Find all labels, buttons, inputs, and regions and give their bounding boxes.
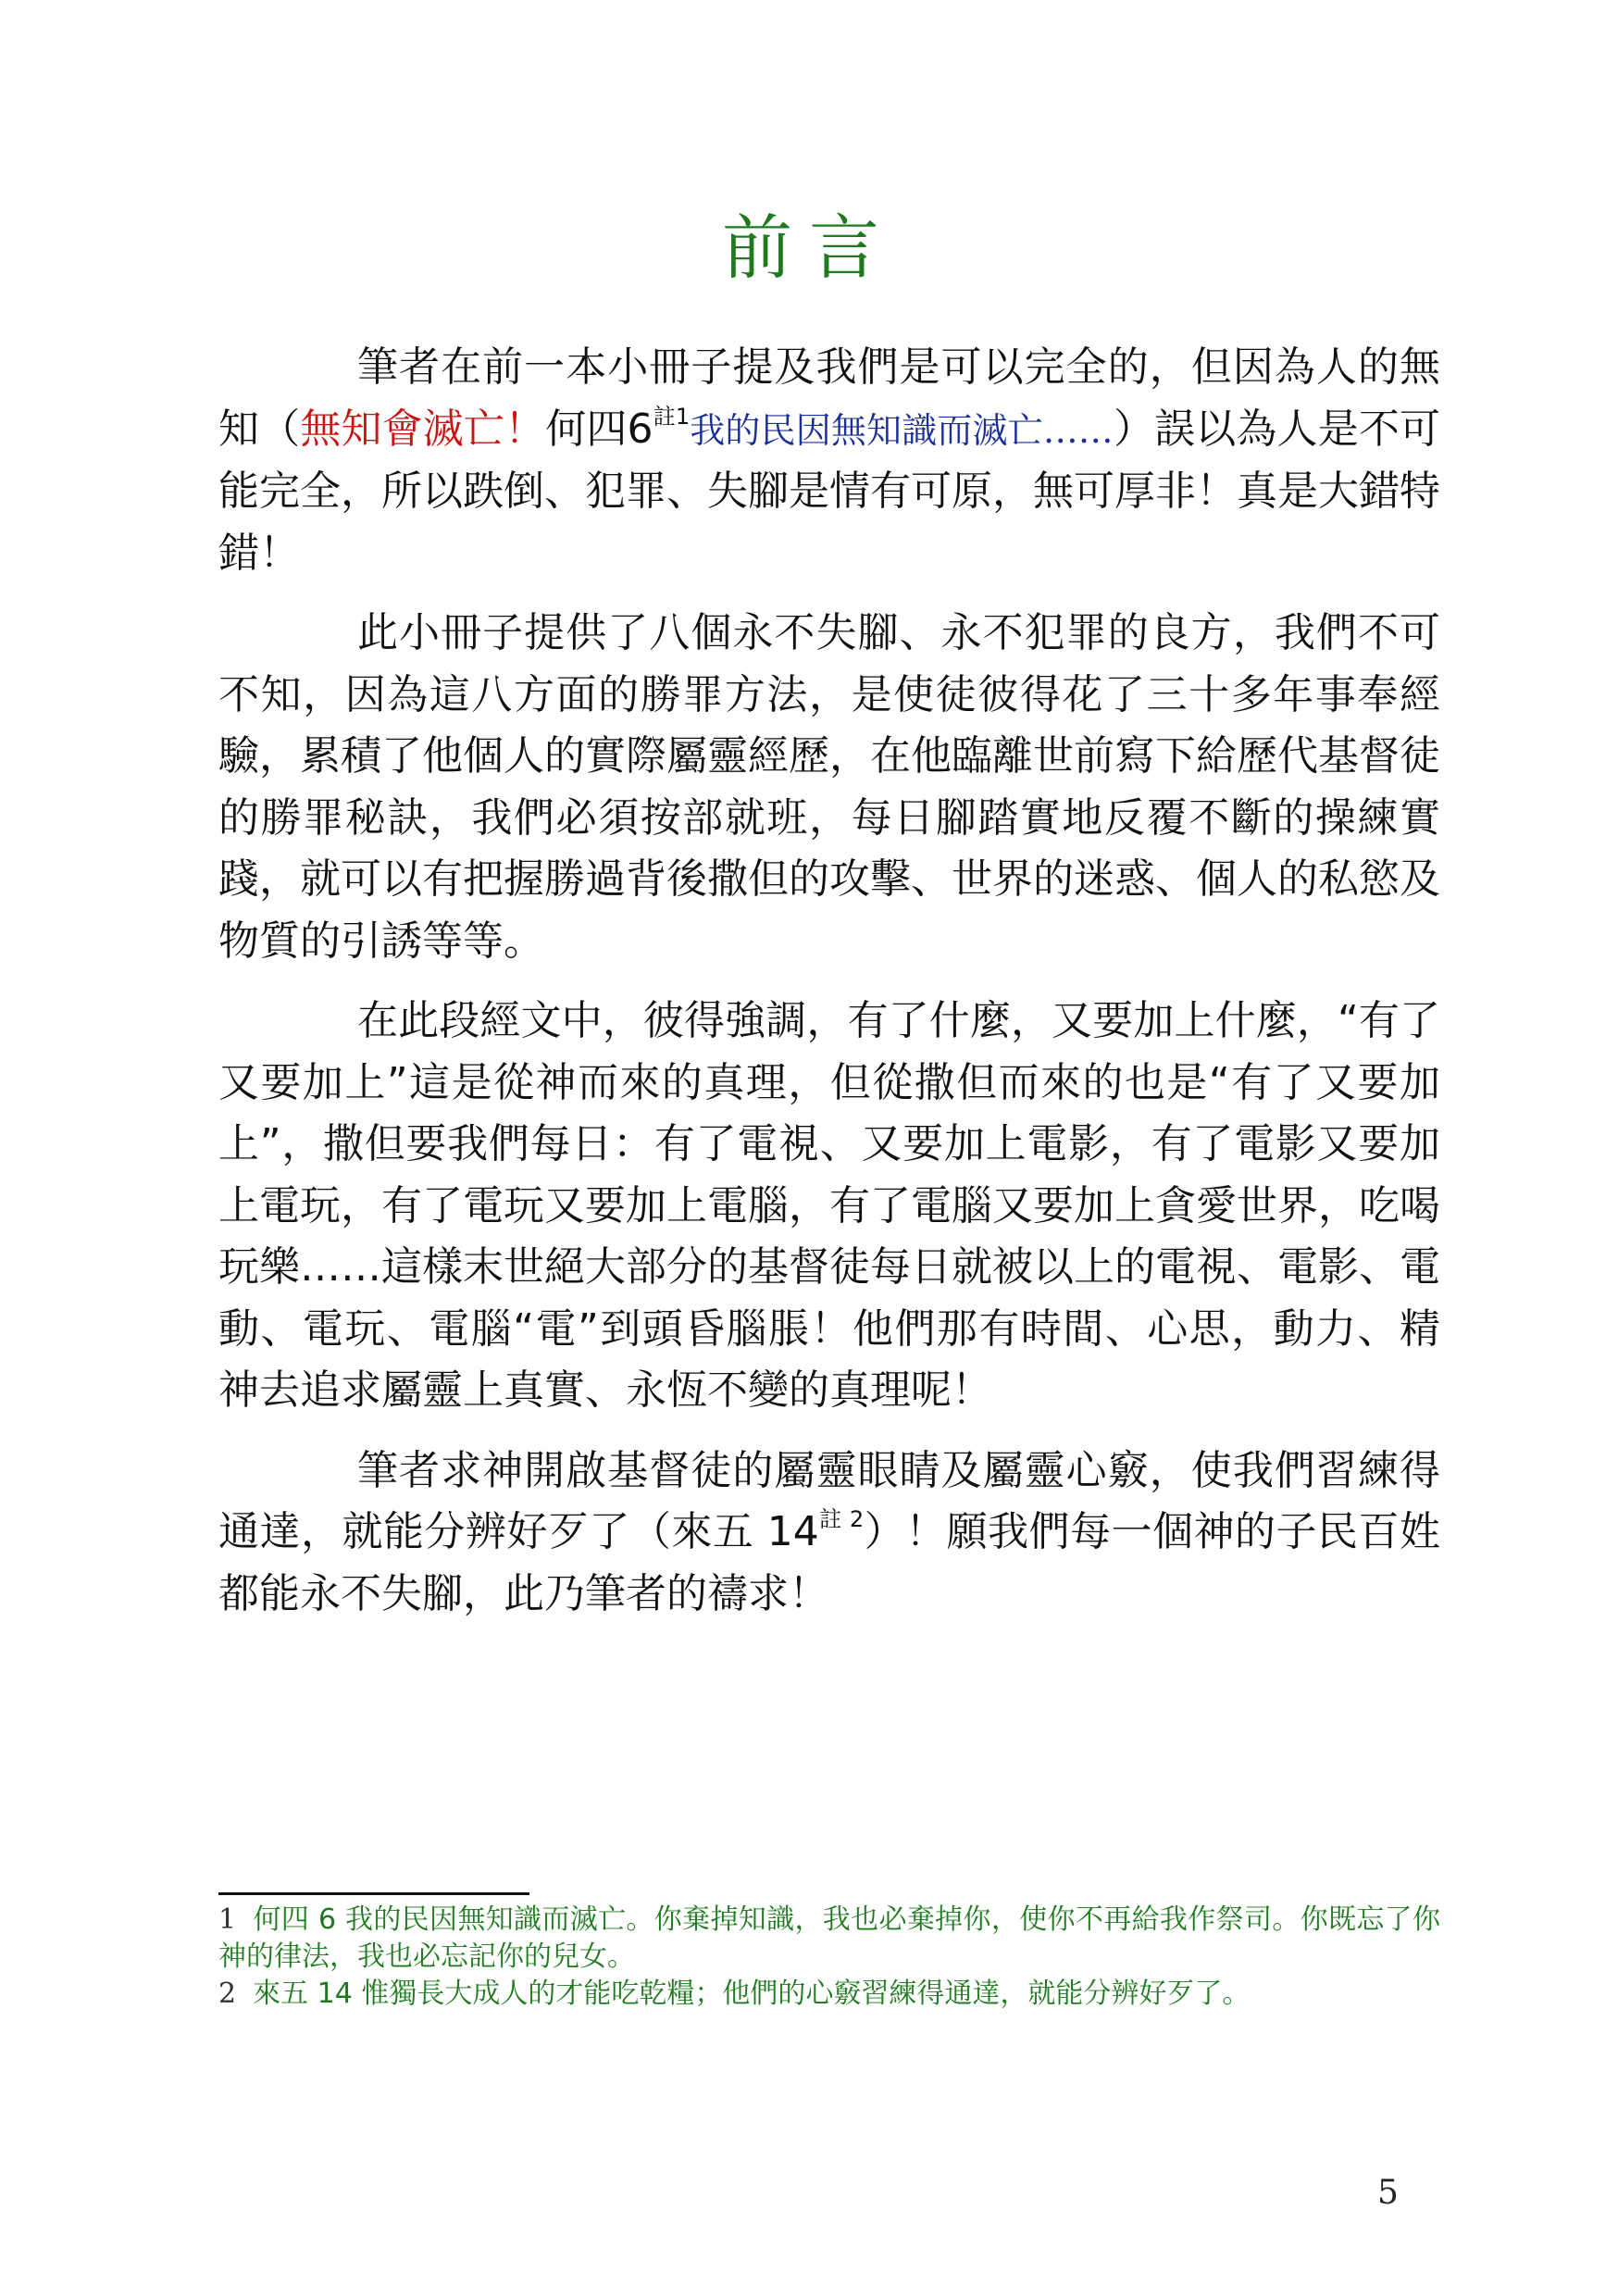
scripture-quote: 我的民因無知識而滅亡…… bbox=[690, 409, 1114, 451]
scripture-ref: 何四6 bbox=[545, 405, 653, 453]
highlight-text: 無知會滅亡！ bbox=[300, 405, 546, 453]
footnote-marker-1[interactable]: 註1 bbox=[653, 403, 691, 430]
footnote-marker-2[interactable]: 註 2 bbox=[818, 1506, 865, 1532]
paragraph-4 bbox=[218, 1441, 1440, 1626]
footnote-1 bbox=[218, 1902, 1440, 1976]
footnote-text: 我的民因無知識而滅亡。你棄掉知識，我也必棄掉你，使你不再給我作祭司。你既忘了你神的律法，我也必忘記你的兒女。 bbox=[218, 1903, 1441, 1973]
footnote-ref: 何四 6 bbox=[253, 1903, 337, 1936]
preface-body bbox=[218, 337, 1440, 1643]
footnote-number: 2 bbox=[218, 1978, 237, 2010]
footnote-divider bbox=[218, 1892, 529, 1895]
paragraph-1-text-b: ）誤以為人是不可能完全，所以跌倒、犯罪、失腳是情有可原，無可厚非！真是大錯特錯！ bbox=[218, 405, 1441, 577]
paragraph-4-text-a: 筆者求神開啟基督徒的屬靈眼睛及屬靈心竅，使我們習練得通達，就能分辨好歹了（來五 14 bbox=[218, 1446, 1440, 1555]
paragraph-3: 在此段經文中，彼得強調，有了什麼，又要加上什麼，“有了又要加上”這是從神而來的真理，但從撒但而來的也是“有了又要加上”，撒但要我們每日：有了電視、又要加上電影，有了電影又要加上電玩，有了電玩又要加上電腦，有了電腦又要加上貪愛世界，吃喝玩樂……這樣末世絕大部分的基督徒每日就被以上的電視、電影、電動、電玩、電腦“電”到頭昏腦脹！他們那有時間、心思，動力、精神去追求屬靈上真實、永恆不變的真理呢！ bbox=[218, 997, 1440, 1414]
paragraph-2: 此小冊子提供了八個永不失腳、永不犯罪的良方，我們不可不知，因為這八方面的勝罪方法，是使徒彼得花了三十多年事奉經驗，累積了他個人的實際屬靈經歷，在他臨離世前寫下給歷代基督徒的勝罪秘訣，我們必須按部就班，每日腳踏實地反覆不斷的操練實踐，就可以有把握勝過背後撒但的攻擊、世界的迷惑、個人的私慾及物質的引誘等等。 bbox=[218, 609, 1440, 965]
footnote-number: 1 bbox=[218, 1903, 237, 1936]
paragraph-1 bbox=[218, 337, 1440, 584]
paragraph-1-text-a: 筆者在前一本小冊子提及我們是可以完全的，但因為人的無知（ bbox=[218, 343, 1440, 453]
page-title: 前言 bbox=[722, 206, 896, 289]
footnote-2 bbox=[218, 1976, 1440, 2013]
paragraph-4-text-b: ）！願我們每一個神的子民百姓都能永不失腳，此乃筆者的禱求！ bbox=[218, 1508, 1441, 1617]
footnote-ref: 來五 14 bbox=[253, 1978, 353, 2010]
footnotes bbox=[218, 1902, 1440, 2013]
page-number: 5 bbox=[1377, 2174, 1399, 2212]
footnote-text: 惟獨長大成人的才能吃乾糧；他們的心竅習練得通達，就能分辨好歹了。 bbox=[361, 1978, 1251, 2010]
